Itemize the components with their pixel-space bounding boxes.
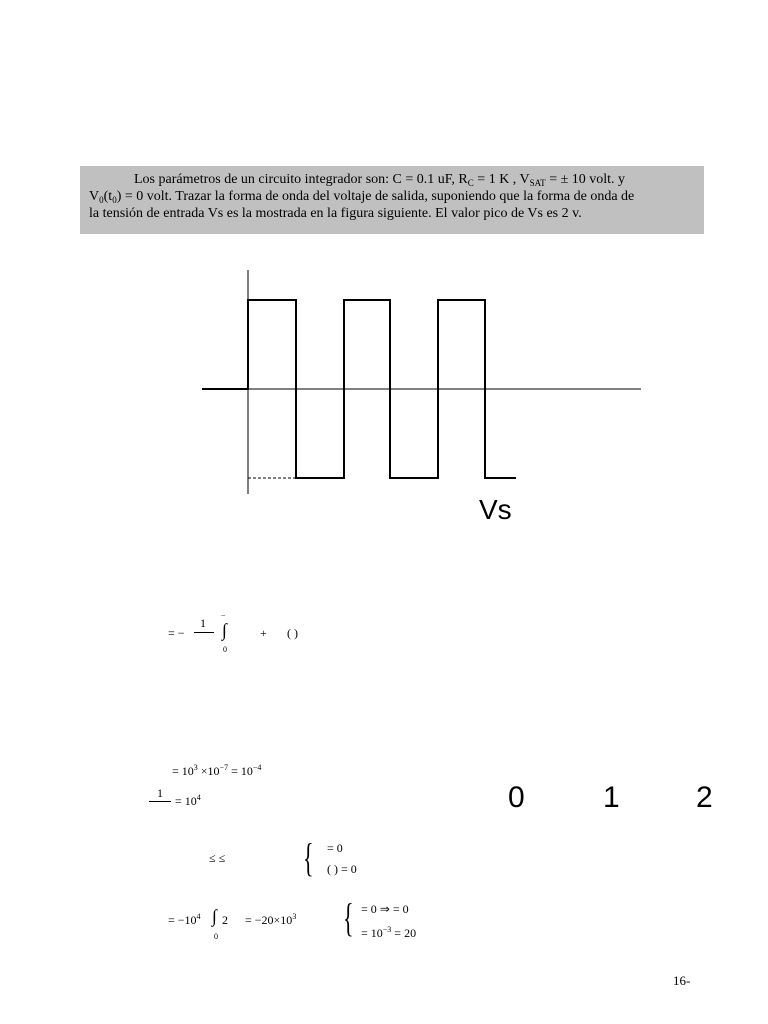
eq3-fraction-bar	[149, 801, 171, 802]
problem-statement-text: Los parámetros de un circuito integrador son: C = 0.1 uF, $R_C = 1$ K , $V_{SAT}$ = ± 10 volt. y $V_0(t_0) = 0$ volt. Trazar la forma de onda del voltaje de salida, suponiendo que la forma de onda de la tensión de entrada Vs es la mostrada en la figura siguiente. El valor pico de Vs es 2 v.	[89, 172, 635, 221]
axis-number-1: 1	[603, 781, 620, 814]
axis-number-0: 0	[508, 781, 525, 814]
eq1-upper-limit: −	[221, 611, 226, 620]
eq5-integral-sign: ∫	[212, 906, 217, 926]
eq5-integrand: 2	[222, 913, 228, 927]
eq3-fraction-num: 1	[157, 786, 163, 800]
eq3-rhs: = $10^4$	[175, 793, 201, 808]
eq4-inequality: ≤ ≤	[209, 851, 226, 865]
eq5-rhs: = $-20\times 10^3$	[245, 912, 297, 927]
axis-number-2: 2	[696, 781, 713, 814]
eq5-lhs: = $-10^4$	[168, 912, 201, 927]
eq1-fraction-num: 1	[200, 616, 206, 630]
eq1-integral-sign: ∫	[222, 620, 227, 640]
eq2-time-constant: = $10^3 \times 10^{-7} = 10^{-4}$	[172, 763, 262, 778]
eq4-case2: ( ) = 0	[327, 862, 357, 876]
eq1-plus: +	[260, 626, 267, 640]
eq1-lower-limit: 0	[223, 645, 227, 654]
eq5-case1: = 0 ⇒ = 0	[361, 902, 409, 916]
eq1-paren: ( )	[287, 626, 298, 640]
eq1-fraction-bar	[194, 632, 214, 633]
page-number: 16-	[673, 973, 691, 988]
eq4-case1: = 0	[327, 841, 343, 855]
eq5-case2: = $10^{-3} = 20$	[361, 925, 417, 940]
vs-label: Vs	[479, 494, 512, 525]
eq5-brace: {	[343, 895, 354, 940]
eq1-lhs: = −	[168, 626, 185, 640]
eq4-brace: {	[303, 835, 314, 880]
eq5-lower-limit: 0	[214, 932, 218, 941]
